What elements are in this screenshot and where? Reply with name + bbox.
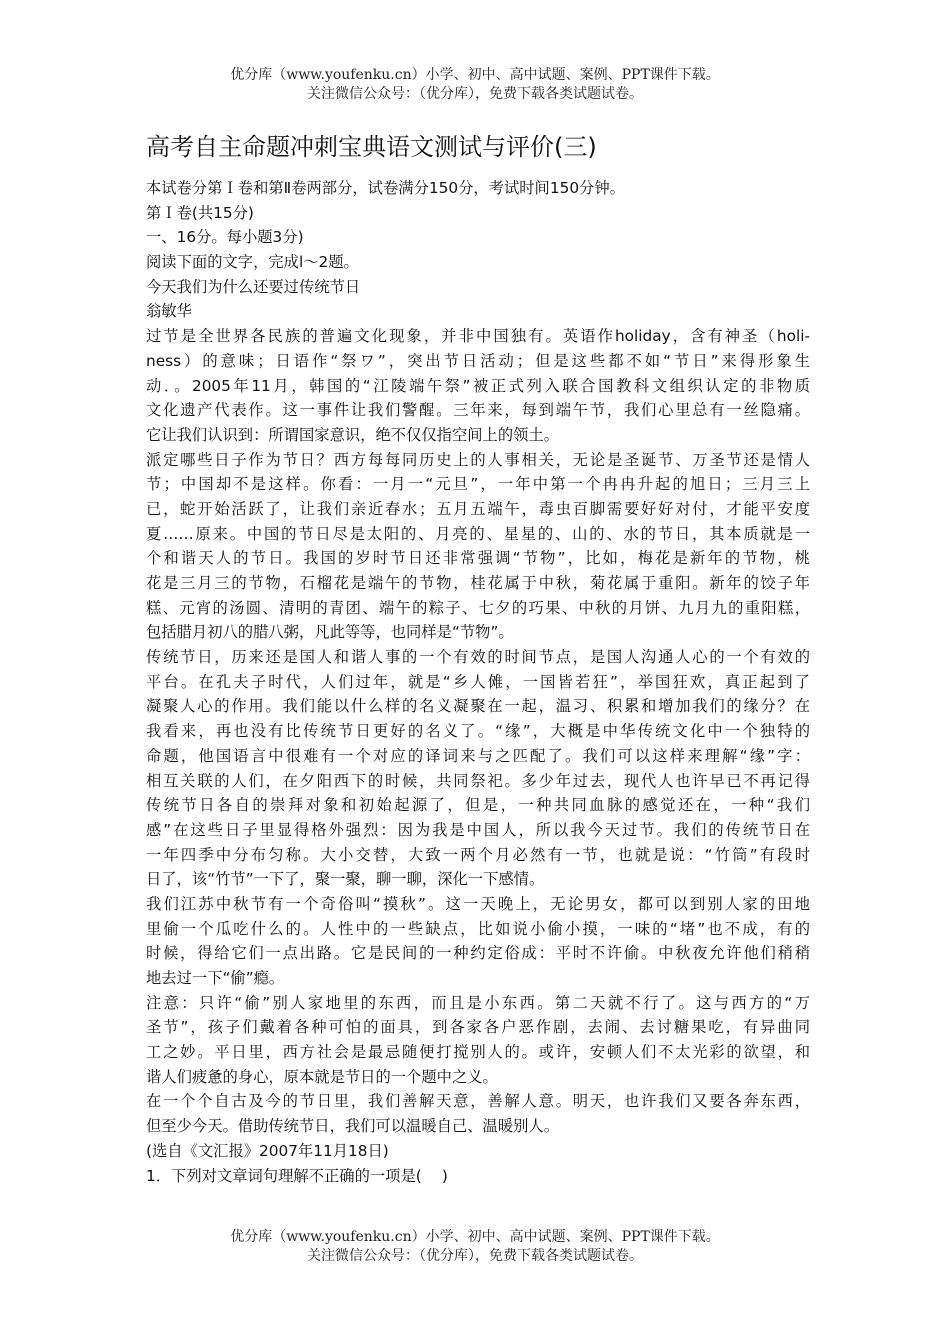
article-line: 传统节日各自的崇拜对象和初始起源了，但是，一种共同血脉的感觉还在，一种“我们 <box>146 796 810 815</box>
article-line: 已，蛇开始活跃了，让我们亲近春水；五月五端午，毒虫百脚需要好好对付，才能平安度 <box>146 499 810 518</box>
article-line: 夏……原来。中国的节日尽是太阳的、月亮的、星星的、山的、水的节日，其本质就是一 <box>146 524 810 543</box>
header-line-1: 优分库（www.youfenku.cn）小学、初中、高中试题、案例、PPT课件下载。 <box>230 67 720 83</box>
article-line: 地去过一下“偷”瘾。 <box>146 969 285 987</box>
reading-instruction: 阅读下面的文字，完成l～2题。 <box>146 253 359 272</box>
article-line: 但至少今天。借助传统节日，我们可以温暖自己、温暖别人。 <box>146 1117 560 1136</box>
page-footer <box>0 1228 950 1266</box>
page-header <box>0 66 950 104</box>
article-source: (选自《文汇报》2007年11月18日) <box>146 1141 389 1160</box>
article-line: 节；中国却不是这样。你看：一月一“元旦”，一年中第一个冉冉升起的旭日；三月三上 <box>146 475 810 494</box>
article-line: 相互关联的人们，在夕阳西下的时候，共同祭祀。多少年过去，现代人也许早已不再记得 <box>146 771 810 790</box>
article-line: 它让我们认识到：所谓国家意识，绝不仅仅指空间上的领土。 <box>146 425 560 444</box>
article-line: ness）的意味；日语作“祭ワ”，突出节日活动；但是这些都不如“节日”来得形象生 <box>146 351 810 370</box>
article-line: 注意：只许“偷”别人家地里的东西，而且是小东西。第二天就不行了。这与西方的“万 <box>146 993 810 1012</box>
article-line: 我看来，再也没有比传统节日更好的名义了。“缘”，大概是中华传统文化中一个独特的 <box>146 722 810 741</box>
article-line: 花是三月三的节物，石榴花是端午的节物，桂花属于中秋，菊花属于重阳。新年的饺子年 <box>146 574 810 592</box>
article-line: 包括腊月初八的腊八粥，凡此等等，也同样是“节物”。 <box>146 623 514 642</box>
article-line: 糕、元宵的汤圆、清明的青团、端午的粽子、七夕的巧果、中秋的月饼、九月九的重阳糕， <box>146 598 810 617</box>
article-line: 动．。2005年11月，韩国的“江陵端午祭”被正式列入联合国教科文组织认定的非物质 <box>146 376 810 395</box>
article-author: 翁敏华 <box>146 302 192 321</box>
article-line: 派定哪些日子作为节日？西方每每同历史上的人事相关，无论是圣诞节、万圣节还是情人 <box>146 450 810 469</box>
article-line: 平台。在孔夫子时代，人们过年，就是“乡人傩，一国皆若狂”，举国狂欢，真正起到了 <box>146 672 810 691</box>
header-line-2: 关注微信公众号：（优分库），免费下载各类试题试卷。 <box>307 86 643 102</box>
document-title: 高考自主命题冲刺宝典语文测试与评价(三) <box>146 133 597 161</box>
question-group-heading: 一、16分。每小题3分) <box>146 228 304 247</box>
article-line: 日了，该“竹节”一下了，聚一聚，聊一聊，深化一下感情。 <box>146 870 545 889</box>
section-heading: 第Ｉ卷(共15分) <box>146 203 254 222</box>
question-1: 1．下列对文章词句理解不正确的一项是( ) <box>146 1166 448 1185</box>
article-line: 谐人们疲惫的身心，原本就是节日的一个题中之义。 <box>146 1067 498 1086</box>
article-line: 圣节”，孩子们戴着各种可怕的面具，到各家各户恶作剧，去闹、去讨糖果吃，有异曲同 <box>146 1018 810 1037</box>
article-line: 个和谐天人的节日。我国的岁时节日还非常强调“节物”，比如，梅花是新年的节物，桃 <box>146 549 810 568</box>
article-line: 一年四季中分布匀称。大小交替，大致一两个月必然有一节，也就是说：“竹筒”有段时 <box>146 845 810 864</box>
document-body <box>146 176 810 1188</box>
article-line: 感”在这些日子里显得格外强烈：因为我是中国人，所以我今天过节。我们的传统节日在 <box>146 820 810 839</box>
article-line: 传统节日，历来还是国人和谐人事的一个有效的时间节点，是国人沟通人心的一个有效的 <box>146 648 810 667</box>
article-line: 过节是全世界各民族的普遍文化现象，并非中国独有。英语作holiday，含有神圣（holi- <box>146 327 810 346</box>
footer-line-2: 关注微信公众号：（优分库），免费下载各类试题试卷。 <box>307 1248 643 1264</box>
article-line: 我们江苏中秋节有一个奇俗叫“摸秋”。这一天晚上，无论男女，都可以到别人家的田地 <box>146 894 810 913</box>
article-line: 凝聚人心的作用。我们能以什么样的名义凝聚在一起，温习、积累和增加我们的缘分？在 <box>146 697 810 716</box>
article-line: 在一个个自古及今的节日里，我们善解天意，善解人意。明天，也许我们又要各奔东西， <box>146 1092 810 1111</box>
article-line: 命题，他国语言中很难有一个对应的译词来与之匹配了。我们可以这样来理解“缘”字： <box>146 746 810 765</box>
article-title: 今天我们为什么还要过传统节日 <box>146 277 361 296</box>
article-line: 里偷一个瓜吃什么的。人性中的一些缺点，比如说小偷小摸，一味的“堵”也不成，有的 <box>146 919 810 938</box>
article-line: 文化遗产代表作。这一事件让我们警醒。三年来，每到端午节，我们心里总有一丝隐痛。 <box>146 401 810 420</box>
article-line: 时候，得给它们一点出路。它是民间的一种约定俗成：平时不许偷。中秋夜允许他们稍稍 <box>146 944 810 963</box>
footer-line-1: 优分库（www.youfenku.cn）小学、初中、高中试题、案例、PPT课件下载。 <box>230 1229 720 1245</box>
article-line: 工之妙。平日里，西方社会是最忌随便打搅别人的。或许，安顿人们不太光彩的欲望，和 <box>146 1043 810 1062</box>
exam-intro-line: 本试卷分第Ｉ卷和第Ⅱ卷两部分，试卷满分150分，考试时间150分钟。 <box>146 179 625 197</box>
